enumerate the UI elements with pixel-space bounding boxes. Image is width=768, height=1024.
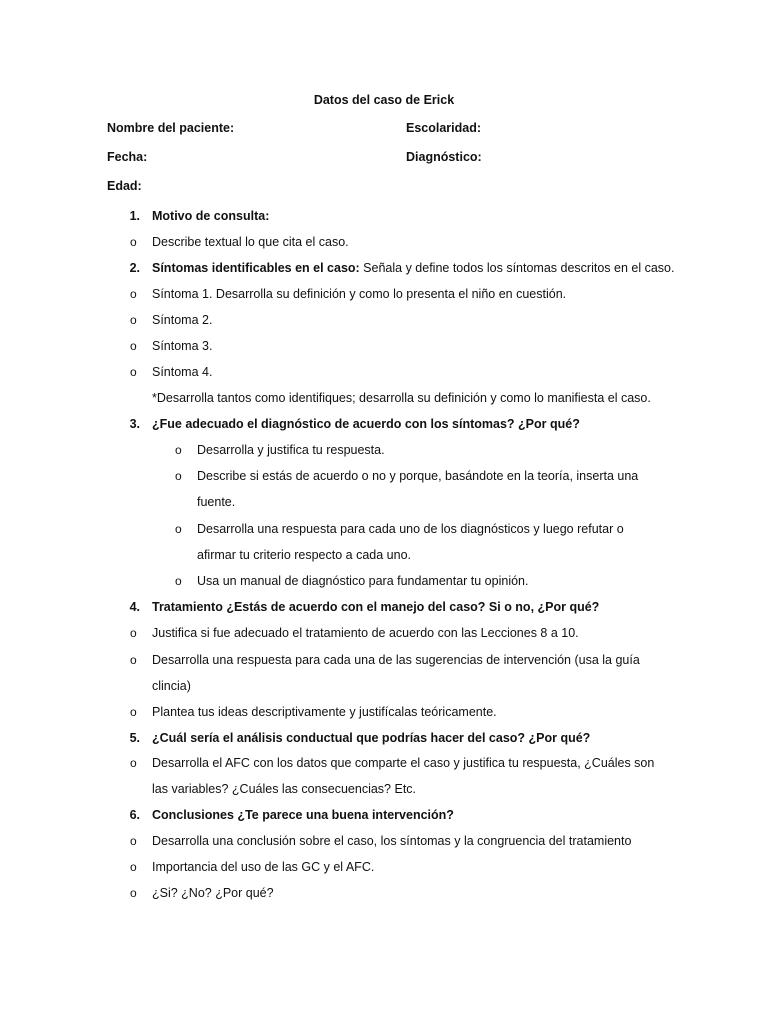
bullet-icon: o: [130, 365, 137, 379]
bullet-icon: o: [175, 574, 182, 588]
section-5-heading: [0, 728, 768, 748]
bullet-icon: o: [130, 860, 137, 874]
section-number: 3.: [129, 417, 140, 431]
list-item-continuation: fuente.: [197, 495, 236, 509]
list-item: o Síntoma 1. Desarrolla su definición y como lo presenta el niño en cuestión.: [0, 284, 768, 304]
bullet-icon: o: [130, 287, 137, 301]
bullet-icon: o: [130, 313, 137, 327]
section-4-heading: [0, 597, 768, 617]
bullet-icon: o: [130, 653, 137, 667]
list-item: o Usa un manual de diagnóstico para fundamentar tu opinión.: [0, 571, 768, 591]
section-title: ¿Cuál sería el análisis conductual que podrías hacer del caso? ¿Por qué?: [152, 731, 591, 745]
list-item-continuation: las variables? ¿Cuáles las consecuencias? Etc.: [152, 782, 417, 796]
section-title: Tratamiento ¿Estás de acuerdo con el manejo del caso? Si o no, ¿Por qué?: [152, 600, 600, 614]
note-text: *Desarrolla tantos como identifiques; desarrolla su definición y como lo manifiesta el caso.: [152, 391, 651, 405]
section-1-heading: [0, 206, 768, 226]
bullet-icon: o: [130, 834, 137, 848]
list-item: o Desarrolla y justifica tu respuesta.: [0, 440, 768, 460]
section-number: 1.: [129, 209, 140, 223]
bullet-icon: o: [130, 235, 137, 249]
bullet-icon: o: [130, 339, 137, 353]
section-number: 4.: [129, 600, 140, 614]
bullet-icon: o: [130, 705, 137, 719]
section-number: 2.: [129, 261, 140, 275]
section-6-heading: [0, 805, 768, 825]
list-item: o Describe textual lo que cita el caso.: [0, 232, 768, 252]
list-item: o Desarrolla una respuesta para cada una de las sugerencias de intervención (usa la guía: [0, 650, 768, 670]
list-item: o Desarrolla el AFC con los datos que comparte el caso y justifica tu respuesta, ¿Cuáles son: [0, 753, 768, 773]
list-item: o Importancia del uso de las GC y el AFC.: [0, 857, 768, 877]
section-number: 5.: [129, 731, 140, 745]
section-title: Síntomas identificables en el caso:: [152, 261, 360, 275]
list-item: o Síntoma 3.: [0, 336, 768, 356]
list-item: o Desarrolla una conclusión sobre el caso, los síntomas y la congruencia del tratamiento: [0, 831, 768, 851]
field-nombre-paciente: Nombre del paciente:: [107, 121, 235, 135]
bullet-icon: o: [175, 443, 182, 457]
list-item: o Justifica si fue adecuado el tratamiento de acuerdo con las Lecciones 8 a 10.: [0, 623, 768, 643]
list-item-continuation: afirmar tu criterio respecto a cada uno.: [197, 548, 411, 562]
section-3-heading: [0, 414, 768, 434]
section-title: Motivo de consulta:: [152, 209, 270, 223]
field-diagnostico: Diagnóstico:: [406, 150, 482, 164]
list-item: o Describe si estás de acuerdo o no y porque, basándote en la teoría, inserta una: [0, 466, 768, 486]
section-2-heading: 2. Síntomas identificables en el caso: Señala y define todos los síntomas descritos en el caso.: [0, 258, 768, 278]
list-item: o Plantea tus ideas descriptivamente y justifícalas teóricamente.: [0, 702, 768, 722]
bullet-icon: o: [130, 626, 137, 640]
section-number: 6.: [129, 808, 140, 822]
list-item: o ¿Si? ¿No? ¿Por qué?: [0, 883, 768, 903]
field-edad: Edad:: [107, 179, 142, 193]
field-fecha: Fecha:: [107, 150, 148, 164]
list-item-continuation: clincia): [152, 679, 191, 693]
list-item: o Síntoma 4.: [0, 362, 768, 382]
bullet-icon: o: [130, 756, 137, 770]
section-title: ¿Fue adecuado el diagnóstico de acuerdo con los síntomas? ¿Por qué?: [152, 417, 580, 431]
list-item: o Síntoma 2.: [0, 310, 768, 330]
field-escolaridad: Escolaridad:: [406, 121, 482, 135]
bullet-icon: o: [130, 886, 137, 900]
section-title: Conclusiones ¿Te parece una buena intervención?: [152, 808, 454, 822]
list-item: o Desarrolla una respuesta para cada uno de los diagnósticos y luego refutar o: [0, 519, 768, 539]
document-title: Datos del caso de Erick: [313, 93, 455, 107]
bullet-icon: o: [175, 469, 182, 483]
bullet-icon: o: [175, 522, 182, 536]
